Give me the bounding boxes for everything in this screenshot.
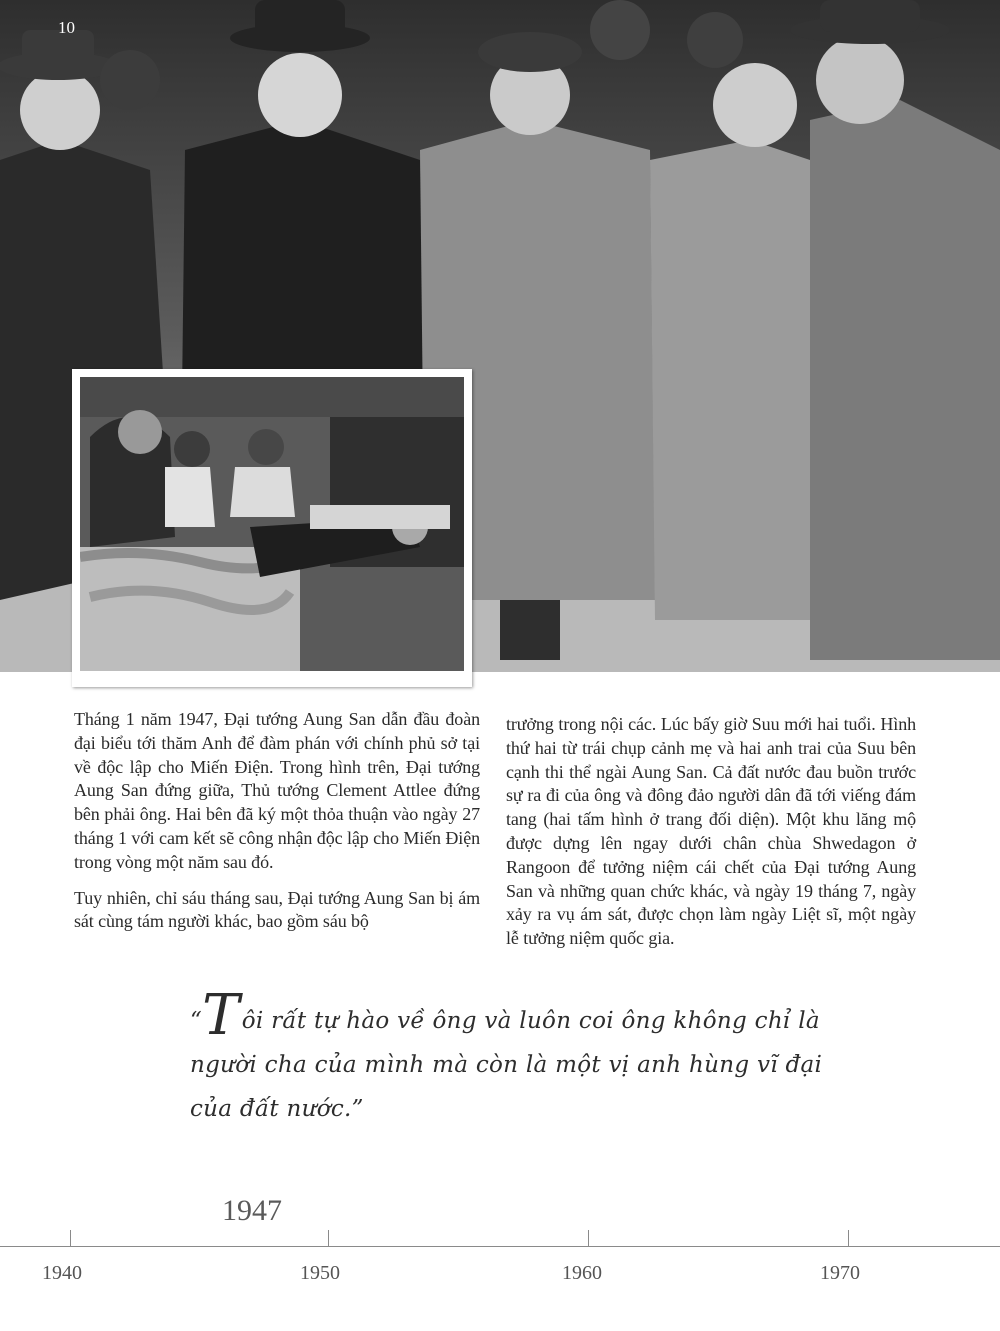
timeline-tick-1970	[848, 1230, 849, 1246]
quote-text: ôi rất tự hào về ông và luôn coi ông không chỉ là người cha của mình mà còn là một vị anh hùng vĩ đại của đất nước.	[190, 1008, 823, 1122]
timeline-label-1970: 1970	[820, 1262, 860, 1284]
quote-open-mark: “	[190, 1008, 203, 1034]
timeline-label-1950: 1950	[300, 1262, 340, 1284]
left-paragraph-1: Tháng 1 năm 1947, Đại tướng Aung San dẫn đầu đoàn đại biểu tới thăm Anh để đàm phán với chính phủ sở tại về độc lập cho Miến Điện. Trong hình trên, Đại tướng Aung San đứng giữa, Thủ tướng Clement Attlee đứng bên phải ông. Hai bên đã ký một thỏa thuận vào ngày 27 tháng 1 với cam kết sẽ công nhận độc lập cho Miến Điện trong vòng một năm sau đó.	[74, 709, 480, 872]
right-paragraph-1: trưởng trong nội các. Lúc bấy giờ Suu mới hai tuổi. Hình thứ hai từ trái chụp cảnh mẹ và hai anh trai của Suu bên cạnh thi thể ngài Aung San. Cả đất nước đau buồn trước sự ra đi của ông và đông đảo người dân đã tới viếng đám tang (hai tấm hình ở trang đối diện). Một khu lăng mộ được dựng lên ngay dưới chân chùa Shwedagon ở Rangoon để tưởng niệm cái chết của Đại tướng Aung San và những quan chức khác, và ngày 19 tháng 7, ngày xảy ra vụ ám sát, được chọn làm ngày Liệt sĩ, một ngày lễ tưởng niệm quốc gia.	[506, 714, 916, 949]
timeline-line	[0, 1246, 1000, 1247]
page-number: 10	[58, 18, 75, 37]
timeline-tick-1950	[328, 1230, 329, 1246]
quote-close-mark: ”	[351, 1096, 364, 1122]
right-text-column	[506, 713, 916, 963]
timeline-tick-1960	[588, 1230, 589, 1246]
inset-photo	[80, 377, 464, 671]
inset-photo-illustration	[80, 377, 464, 671]
timeline-highlight-year: 1947	[222, 1194, 282, 1227]
timeline-tick-1940	[70, 1230, 71, 1246]
inset-photo-frame	[72, 369, 472, 687]
left-paragraph-2: Tuy nhiên, chỉ sáu tháng sau, Đại tướng Aung San bị ám sát cùng tám người khác, bao gồm sáu bộ	[74, 887, 480, 932]
timeline-label-1940: 1940	[42, 1262, 82, 1284]
timeline	[0, 1246, 1000, 1306]
left-text-column	[74, 708, 480, 946]
timeline-label-1960: 1960	[562, 1262, 602, 1284]
quote-first-letter: T	[202, 983, 240, 1048]
handwritten-quote	[190, 983, 850, 1131]
